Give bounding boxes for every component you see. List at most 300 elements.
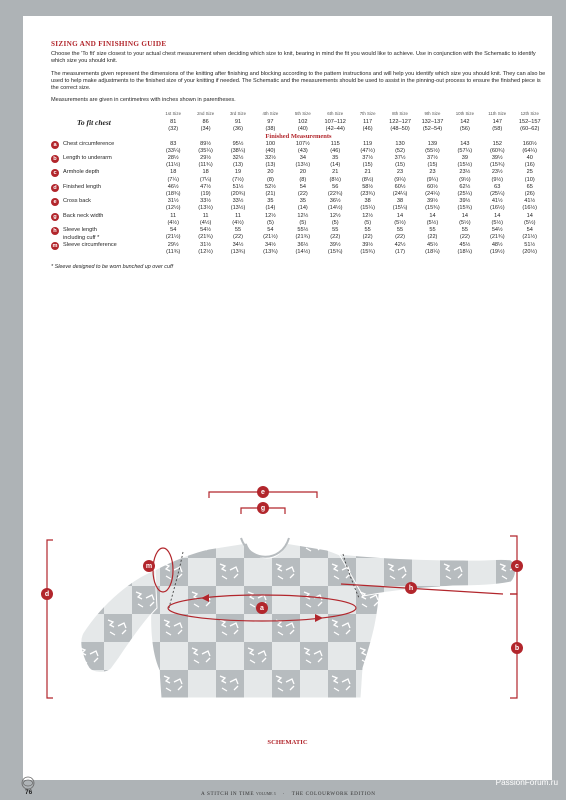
cm-value: 18 (202, 169, 209, 176)
measurement-cell (449, 227, 481, 242)
inch-value: (4½) (199, 219, 212, 226)
cm-value: 54 (299, 183, 306, 190)
measurement-cell (254, 213, 286, 227)
inch-value: (16½) (489, 205, 505, 212)
cm-value: 36½ (329, 198, 341, 205)
badge-a (256, 602, 268, 614)
inch-value: (17) (395, 249, 406, 256)
measurement-label: Cross back (63, 198, 91, 205)
measurement-label-cell (51, 184, 157, 198)
cm-value: 23½ (459, 169, 471, 176)
cm-value: 37½ (394, 155, 406, 161)
measurement-cell (351, 213, 383, 227)
measurement-cell (351, 141, 383, 155)
measurement-row-h (51, 227, 546, 242)
inch-value: (22) (362, 234, 373, 241)
inch-value: (21½) (522, 234, 538, 241)
cm-value: 55 (396, 227, 404, 234)
intro-paragraph-2: The measurements given represent the dimensions of the knitting after finishing and blocking according to the pattern instructions and will help you identify which size you should knit. They can also be used to help make adjustments to the finished size of your knitting if needed. The Schematic and the measurements should be used to assist in the pinning-out process to ensure the finished piece is the correct size. (51, 70, 546, 92)
inch-value: (15¾) (360, 249, 375, 256)
measurement-cell (189, 198, 221, 212)
measurement-cell (449, 242, 481, 256)
measurement-cell (416, 169, 448, 183)
cm-value: 25 (526, 169, 533, 176)
to-fit-cell (287, 119, 319, 133)
cm-value: 12½ (264, 212, 276, 219)
cm-value: 47½ (200, 183, 212, 190)
measurement-cell (384, 141, 416, 155)
cm-value: 147 (492, 118, 502, 125)
measurement-cell (222, 242, 254, 256)
inch-value: (22) (297, 191, 308, 198)
measurement-sublabel: including cuff * (63, 235, 100, 242)
inch-value: (10) (524, 176, 535, 183)
cm-value: 42½ (394, 242, 406, 249)
inch-value: (15½) (457, 162, 473, 169)
to-fit-cell (189, 119, 221, 133)
measurement-letter-badge: d (51, 184, 59, 192)
measurement-letter-badge: g (51, 213, 59, 221)
measurement-row-m (51, 242, 546, 256)
schematic-label-h: h (408, 585, 414, 593)
inch-value: (21¾) (198, 234, 213, 241)
badge-h (405, 582, 417, 594)
measurement-label: Finished length (63, 183, 101, 190)
cm-value: 46½ (167, 183, 179, 190)
cm-value: 37½ (362, 155, 374, 161)
cm-value: 60½ (394, 183, 406, 190)
measurement-cell (351, 198, 383, 212)
cm-value: 20 (299, 169, 306, 176)
measurement-cell (254, 169, 286, 183)
measurement-label-cell (51, 155, 157, 169)
inch-value: (8½) (329, 176, 341, 183)
cm-value: 107½ (295, 140, 310, 147)
finished-heading-row (51, 133, 546, 140)
inch-value: (26) (524, 191, 535, 198)
to-fit-label: To fit chest (77, 117, 111, 127)
cm-value: 18 (170, 169, 177, 176)
inch-value: (15¾) (489, 162, 505, 169)
measurement-cell (222, 184, 254, 198)
measurement-cell (449, 169, 481, 183)
cm-value: 12½ (297, 212, 309, 219)
cm-value: 56 (332, 183, 339, 190)
measurement-cell (351, 155, 383, 169)
inch-value: (57¼) (457, 147, 473, 154)
inch-value: (15¾) (457, 205, 473, 212)
to-fit-chest-row (51, 119, 546, 133)
measurement-cell (384, 184, 416, 198)
inch-value: (14½) (327, 205, 343, 212)
measurement-cell (513, 155, 546, 169)
inch-value: (15) (362, 162, 373, 169)
inch-value: (48–50) (390, 126, 410, 133)
inch-value: (20½) (522, 249, 538, 256)
cm-value: 152–157 (518, 118, 541, 125)
measurement-cell (319, 169, 351, 183)
cm-value: 14 (494, 212, 501, 219)
measurement-cell (254, 242, 286, 256)
measurement-label-cell (51, 169, 157, 183)
inch-value: (15¼) (392, 205, 408, 212)
to-fit-cell (157, 119, 189, 133)
cm-value: 119 (363, 140, 373, 147)
inch-value: (21½) (263, 234, 278, 241)
inch-value: (52) (395, 147, 406, 154)
cm-value: 37½ (427, 155, 438, 161)
to-fit-cell (449, 119, 481, 133)
measurement-cell (287, 242, 319, 256)
page-title: SIZING AND FINISHING GUIDE (51, 40, 167, 48)
to-fit-cell (254, 119, 286, 133)
measurement-cell (319, 155, 351, 169)
badge-d (41, 588, 53, 600)
badge-e (257, 486, 269, 498)
cm-value: 60½ (427, 183, 438, 190)
measurement-cell (287, 155, 319, 169)
inch-value: (42–44) (325, 126, 345, 133)
inch-value: (8) (267, 176, 274, 183)
measurement-letter-badge: m (52, 243, 58, 250)
cm-value: 55 (364, 227, 371, 234)
book-volume: VOLUME 3 (256, 792, 276, 796)
measurement-cell (481, 198, 513, 212)
cm-value: 20 (267, 169, 274, 176)
cm-value: 86 (202, 118, 209, 125)
size-header: 11th Size (488, 110, 507, 116)
measurement-cell (384, 198, 416, 212)
inch-value: (58) (492, 126, 503, 133)
cm-value: 52½ (264, 183, 276, 190)
cm-value: 55 (234, 227, 242, 234)
measurement-cell (513, 184, 546, 198)
inch-value: (9½) (491, 176, 504, 183)
cm-value: 51½ (232, 183, 244, 190)
cm-value: 39½ (329, 242, 341, 249)
measurement-cell (449, 184, 481, 198)
cm-value: 36½ (297, 242, 309, 249)
measurement-cell (319, 184, 351, 198)
measurement-cell (384, 213, 416, 227)
measurement-cell (157, 213, 189, 227)
measurement-cell (222, 141, 254, 155)
measurement-cell (157, 227, 189, 242)
inch-value: (15¼) (360, 205, 375, 212)
inch-value: (38¼) (230, 147, 246, 154)
cm-value: 41½ (524, 198, 536, 205)
cm-value: 83 (170, 140, 177, 147)
inch-value: (22) (459, 234, 470, 241)
measurement-cell (157, 184, 189, 198)
measurement-letter-badge: c (51, 169, 59, 177)
schematic-diagram (23, 468, 552, 728)
measurement-label-cell (51, 198, 157, 212)
inch-value: (56) (459, 126, 470, 133)
inch-value: (15¾) (327, 249, 343, 256)
inch-value: (21¾) (489, 234, 505, 241)
cm-value: 63 (494, 183, 501, 190)
cm-value: 117 (363, 118, 373, 125)
inch-value: (5) (364, 219, 372, 226)
measurement-cell (189, 169, 221, 183)
measurement-cell (319, 198, 351, 212)
cm-value: 19 (234, 169, 242, 176)
measurement-cell (513, 242, 546, 256)
cm-value: 160½ (522, 140, 537, 147)
size-header: 5th Size (294, 110, 311, 116)
schematic-label-a: a (260, 605, 264, 613)
inch-value: (5½) (394, 219, 406, 226)
measurement-label: Chest circumference (63, 140, 115, 147)
measurement-label: Sleeve circumference (63, 242, 117, 249)
inch-value: (4½) (232, 219, 244, 226)
cm-value: 34 (299, 155, 306, 161)
measurement-letter-badge: a (51, 141, 59, 149)
measurement-cell (189, 227, 221, 242)
measurement-row-g (51, 213, 546, 227)
cm-value: 12½ (329, 212, 341, 219)
schematic-label-m: m (145, 563, 153, 571)
cm-value: 81 (170, 118, 177, 125)
measurements-table (51, 110, 546, 257)
inch-value: (24¼) (425, 191, 440, 198)
measurement-cell (189, 141, 221, 155)
inch-value: (40) (297, 126, 308, 133)
inch-value: (4½) (167, 219, 179, 226)
schematic-label-d: d (44, 591, 50, 599)
inch-value: (5½) (491, 219, 504, 226)
inch-value: (19) (200, 191, 211, 198)
inch-value: (9¼) (394, 176, 406, 183)
size-header: 6th Size (327, 110, 344, 116)
measurement-cell (416, 198, 448, 212)
cm-value: 39 (461, 155, 468, 161)
measurement-cell (254, 141, 286, 155)
cm-value: 122–127 (389, 118, 411, 125)
cm-value: 39½ (362, 242, 374, 249)
inch-value: (24¼) (392, 191, 408, 198)
measurement-cell (287, 198, 319, 212)
cm-value: 97 (267, 118, 274, 125)
inch-value: (33¼) (165, 147, 181, 154)
inch-value: (25¼) (457, 191, 473, 198)
cm-value: 21 (364, 169, 371, 176)
intro-paragraph-1: Choose the 'To fit' size closest to your actual chest measurement when deciding which size to knit, bearing in mind the fit you would like to achieve. Use in conjunction with the Schematic to identify which size you should knit. (51, 51, 536, 65)
to-fit-cell (384, 119, 416, 133)
page-number: 76 (25, 789, 33, 796)
measurement-cell (287, 227, 319, 242)
to-fit-cell (222, 119, 254, 133)
measurement-cell (449, 213, 481, 227)
cm-value: 32½ (264, 155, 276, 161)
measurement-cell (189, 213, 221, 227)
inch-value: (52–54) (422, 126, 443, 133)
cm-value: 54 (526, 227, 533, 234)
measurement-cell (384, 242, 416, 256)
measurement-cell (513, 227, 546, 242)
measurement-letter-badge: e (51, 198, 59, 206)
cm-value: 38 (364, 198, 371, 205)
measurement-cell (157, 198, 189, 212)
cm-value: 38 (396, 198, 404, 205)
inch-value: (5½) (426, 219, 439, 226)
measurement-row-b (51, 155, 546, 169)
inch-value: (55½) (425, 147, 440, 154)
size-header: 3rd Size (229, 110, 247, 116)
badge-m (143, 560, 155, 572)
cm-value: 143 (460, 140, 470, 147)
inch-value: (9½) (459, 176, 471, 183)
inch-value: (22¾) (327, 191, 343, 198)
measurement-cell (287, 213, 319, 227)
cm-value: 139 (427, 140, 438, 147)
inch-value: (22) (427, 234, 438, 241)
to-fit-cell (481, 119, 513, 133)
measurement-cell (513, 213, 546, 227)
inch-value: (12½) (198, 249, 213, 256)
to-fit-cell (319, 119, 351, 133)
inch-value: (16½) (522, 205, 538, 212)
cm-value: 54 (267, 227, 274, 234)
measurement-cell (319, 141, 351, 155)
size-header: 9th Size (424, 110, 441, 116)
inch-value: (25¼) (489, 191, 505, 198)
inch-value: (64¼) (522, 147, 538, 154)
measurement-cell (222, 213, 254, 227)
inch-value: (22) (330, 234, 341, 241)
measurement-cell (287, 169, 319, 183)
watermark: PassionForum.ru (495, 778, 558, 787)
cm-value: 91 (234, 118, 242, 125)
cm-value: 29½ (167, 242, 179, 249)
cm-value: 54½ (491, 227, 503, 234)
inch-value: (20¾) (230, 191, 246, 198)
measurement-cell (254, 155, 286, 169)
measurement-cell (222, 155, 254, 169)
inch-value: (13¾) (263, 249, 278, 256)
inch-value: (15) (395, 162, 406, 169)
inch-value: (22) (233, 234, 243, 241)
measurement-cell (481, 155, 513, 169)
measurement-cell (351, 169, 383, 183)
cm-value: 21 (332, 169, 339, 176)
measurement-label-cell (51, 141, 157, 155)
inch-value: (35¼) (198, 147, 213, 154)
cm-value: 55 (461, 227, 468, 234)
measurement-cell (416, 141, 448, 155)
measurement-cell (287, 184, 319, 198)
measurement-cell (449, 141, 481, 155)
inch-value: (46) (330, 147, 341, 154)
inch-value: (13½) (230, 205, 246, 212)
measurement-cell (416, 227, 448, 242)
inch-value: (21) (265, 191, 276, 198)
inch-value: (13) (265, 162, 276, 169)
measurement-label: Armhole depth (63, 169, 100, 176)
measurement-cell (319, 213, 351, 227)
cm-value: 12½ (362, 212, 374, 219)
measurement-cell (481, 184, 513, 198)
cm-value: 39½ (459, 198, 471, 205)
cm-value: 132–137 (421, 118, 444, 125)
cm-value: 14 (526, 212, 533, 219)
size-header: 1st Size (165, 110, 182, 116)
cm-value: 34½ (264, 242, 276, 249)
inch-value: (32) (168, 126, 179, 133)
badge-g (257, 502, 269, 514)
cm-value: 35 (267, 198, 274, 205)
measurement-cell (222, 169, 254, 183)
measurement-cell (481, 169, 513, 183)
cm-value: 89½ (200, 140, 212, 147)
cm-value: 55 (429, 227, 436, 234)
measurement-cell (384, 227, 416, 242)
measurement-cell (319, 227, 351, 242)
inch-value: (14) (297, 205, 308, 212)
to-fit-cell (513, 119, 546, 133)
measurement-cell (513, 198, 546, 212)
cm-value: 23 (429, 169, 436, 176)
inch-value: (18¼) (457, 249, 473, 256)
measurement-cell (319, 242, 351, 256)
schematic-label-b: b (514, 645, 520, 653)
measurement-cell (384, 155, 416, 169)
cm-value: 33½ (232, 198, 244, 205)
size-header: 2nd Size (197, 110, 215, 116)
inch-value: (7¼) (199, 176, 212, 183)
measurement-cell (416, 184, 448, 198)
cm-value: 11 (235, 212, 241, 219)
cm-value: 40 (526, 155, 533, 161)
inch-value: (5½) (459, 219, 471, 226)
finished-measurements-heading: Finished Measurements (265, 133, 332, 141)
cm-value: 35 (332, 155, 339, 161)
measurement-cell (287, 141, 319, 155)
schematic-label-c: c (515, 563, 519, 571)
inch-value: (5) (299, 219, 307, 226)
inch-value: (14½) (295, 249, 311, 256)
cm-value: 33½ (200, 198, 212, 205)
cm-value: 65 (526, 183, 533, 190)
cm-value: 55½ (297, 227, 309, 234)
inch-value: (46) (362, 126, 373, 133)
measurement-letter-badge: h (51, 227, 59, 235)
inch-value: (23¾) (360, 191, 375, 198)
inch-value: (14) (330, 162, 341, 169)
measurement-cell (481, 227, 513, 242)
inch-value: (7¼) (167, 176, 179, 183)
cm-value: 11 (170, 212, 177, 219)
inch-value: (38) (265, 126, 276, 133)
cm-value: 31½ (167, 198, 179, 205)
measurement-label: Length to underarm (63, 155, 112, 161)
measurement-cell (481, 242, 513, 256)
measurement-cell (189, 242, 221, 256)
measurement-cell (351, 242, 383, 256)
measurement-row-a (51, 141, 546, 155)
measurement-cell (513, 169, 546, 183)
size-header: 8th Size (392, 110, 408, 116)
cm-value: 34½ (232, 242, 244, 249)
book-title: A STITCH IN TIME (201, 791, 255, 797)
measurement-cell (157, 169, 189, 183)
measurement-cell (222, 198, 254, 212)
sizing-guide (51, 40, 546, 270)
size-header-row (51, 110, 546, 119)
cm-value: 54½ (200, 227, 212, 234)
inch-value: (13½) (295, 162, 311, 169)
